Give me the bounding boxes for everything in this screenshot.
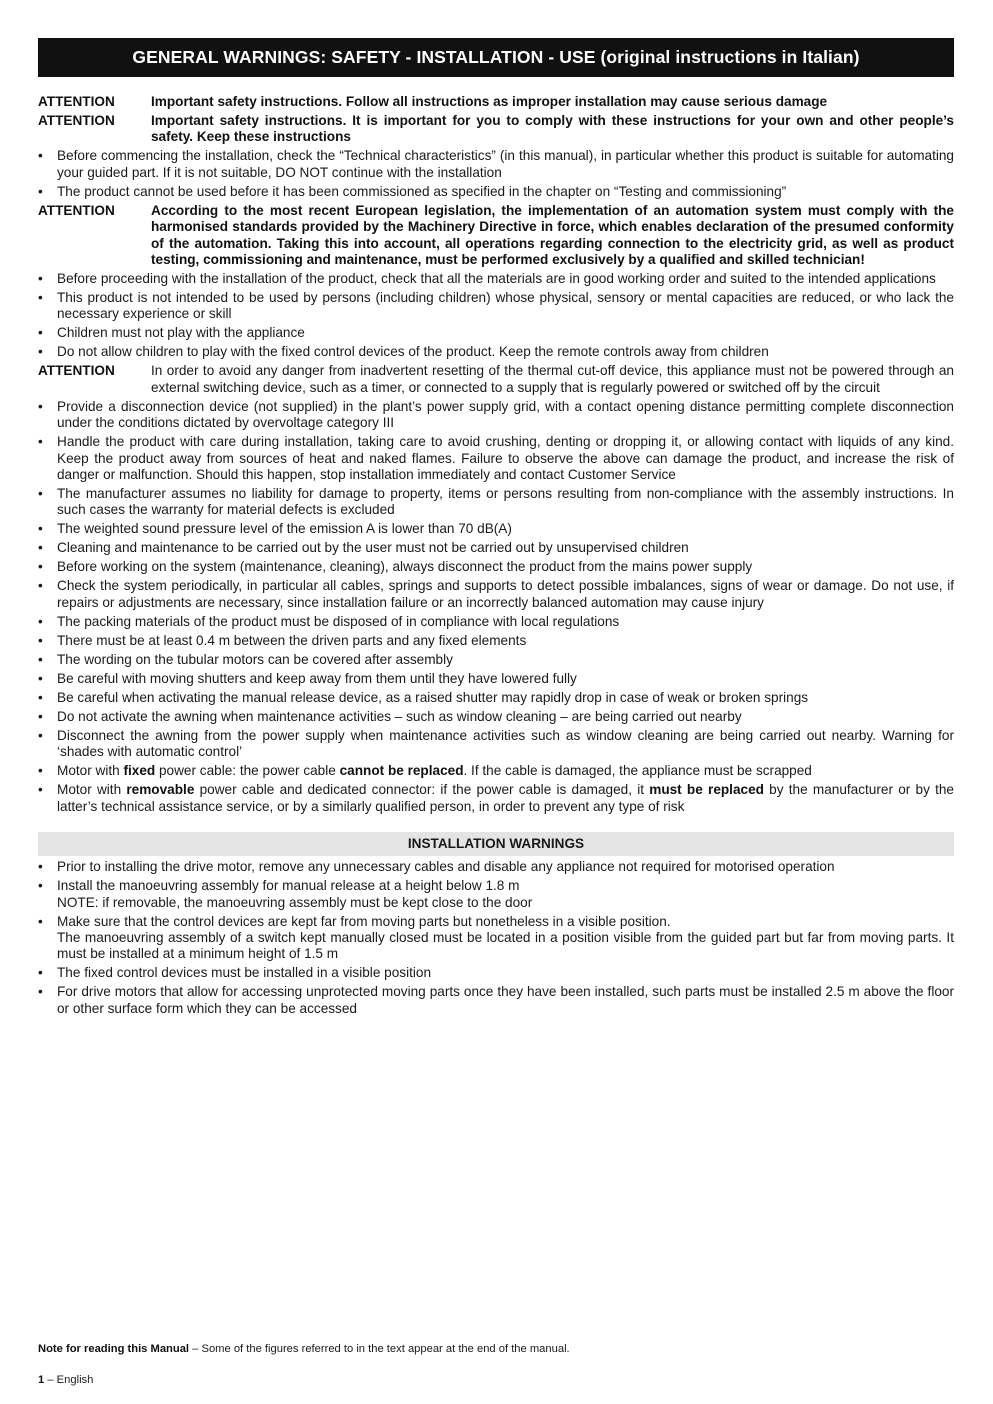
list-item-text: Children must not play with the appliance bbox=[57, 325, 305, 341]
bullet-icon: • bbox=[38, 984, 43, 1000]
list-item-text: The manufacturer assumes no liability for damage to property, items or persons resulting from non-compliance with the assembly instructions. In such cases the warranty for material defects is excluded bbox=[57, 486, 954, 518]
text-run: . If the cable is damaged, the appliance must be scrapped bbox=[463, 763, 812, 779]
list-item-text: There must be at least 0.4 m between the driven parts and any fixed elements bbox=[57, 632, 527, 648]
bullet-icon: • bbox=[38, 632, 43, 648]
list-item-text: The product cannot be used before it has been commissioned as specified in the chapter on “Testing and commissioning” bbox=[57, 183, 787, 199]
attention-label: ATTENTION bbox=[38, 113, 115, 128]
page-language: – English bbox=[44, 1374, 94, 1386]
list-item bbox=[38, 984, 954, 1017]
list-item bbox=[38, 914, 954, 963]
list-item-text bbox=[57, 914, 954, 963]
list-item-text: Handle the product with care during installation, taking care to avoid crushing, denting or dropping it, or allowing contact with liquids of any kind. Keep the product away from sources of heat and naked flames. Failure to observe the above can damage the product, and increase the risk of danger or malfunction. Should this happen, stop installation immediately and contact Customer Service bbox=[57, 434, 954, 483]
list-item bbox=[38, 763, 954, 779]
bullet-icon: • bbox=[38, 486, 43, 502]
bullet-icon: • bbox=[38, 859, 43, 875]
list-item bbox=[38, 652, 954, 668]
list-item bbox=[38, 878, 954, 911]
list-item-text: The fixed control devices must be installed in a visible position bbox=[57, 965, 432, 981]
list-item bbox=[38, 965, 954, 981]
list-item-text: The wording on the tubular motors can be covered after assembly bbox=[57, 651, 453, 667]
bullet-icon: • bbox=[38, 651, 43, 667]
attention-text: According to the most recent European legislation, the implementation of an automation system must comply with the harmonised standards provided by the Machinery Directive in force, which enables declaration of the presumed conformity of the automation. Taking this into account, all operations regarding connection to the electricity grid, as well as product testing, commissioning and maintenance, must be performed exclusively by a qualified and skilled technician! bbox=[151, 202, 954, 268]
list-item bbox=[38, 344, 954, 360]
list-item bbox=[38, 559, 954, 575]
bullet-icon: • bbox=[38, 878, 43, 894]
bullet-icon: • bbox=[38, 727, 43, 743]
list-item bbox=[38, 290, 954, 323]
list-item-text bbox=[57, 878, 954, 911]
list-item-text: Disconnect the awning from the power supply when maintenance activities such as window cleaning are being carried out nearby. Warning for ‘shades with automatic control’ bbox=[57, 727, 954, 760]
list-item bbox=[38, 184, 954, 200]
list-item-text bbox=[57, 763, 954, 779]
page-number: 1 bbox=[38, 1374, 45, 1386]
bullet-icon: • bbox=[38, 344, 43, 360]
attention-label: ATTENTION bbox=[38, 94, 115, 109]
attention-item bbox=[38, 203, 954, 269]
list-item bbox=[38, 486, 954, 519]
bullet-icon: • bbox=[38, 398, 43, 414]
attention-item bbox=[38, 94, 954, 110]
list-item bbox=[38, 782, 954, 815]
emphasis-text: must be replaced bbox=[649, 782, 764, 798]
attention-item bbox=[38, 113, 954, 146]
bullet-icon: • bbox=[38, 148, 43, 164]
list-item-text: Before proceeding with the installation of the product, check that all the materials are in good working order and suited to the intended applications bbox=[57, 271, 936, 287]
text-run: Motor with bbox=[57, 782, 127, 798]
list-item-text: Before commencing the installation, check the “Technical characteristics” (in this manual), in particular whether this product is suitable for automating your guided part. If it is not suitable, DO NOT continue with the installation bbox=[57, 148, 954, 180]
list-item-text: Be careful with moving shutters and keep away from them until they have lowered fully bbox=[57, 670, 577, 686]
attention-text: In order to avoid any danger from inadvertent resetting of the thermal cut-off device, this appliance must not be powered through an external switching device, such as a timer, or connected to a supply that is regularly powered or switched off by the circuit bbox=[151, 363, 954, 395]
bullet-icon: • bbox=[38, 183, 43, 199]
list-item bbox=[38, 690, 954, 706]
list-item-text: Before working on the system (maintenance, cleaning), always disconnect the product from the mains power supply bbox=[57, 559, 753, 575]
list-item-note: NOTE: if removable, the manoeuvring assembly must be kept close to the door bbox=[57, 894, 533, 910]
emphasis-text: removable bbox=[126, 782, 195, 798]
bullet-icon: • bbox=[38, 913, 43, 929]
attention-label: ATTENTION bbox=[38, 202, 115, 218]
bullet-icon: • bbox=[38, 325, 43, 341]
emphasis-text: fixed bbox=[123, 763, 156, 779]
section-heading: INSTALLATION WARNINGS bbox=[38, 832, 954, 856]
page bbox=[38, 38, 954, 1020]
list-item-text: The packing materials of the product must be disposed of in compliance with local regulations bbox=[57, 613, 620, 629]
attention-text: Important safety instructions. It is important for you to comply with these instructions for your own and other people’s safety. Keep these instructions bbox=[151, 113, 954, 145]
bullet-icon: • bbox=[38, 559, 43, 575]
list-item-text: The weighted sound pressure level of the emission A is lower than 70 dB(A) bbox=[57, 521, 512, 537]
list-item bbox=[38, 271, 954, 287]
list-item-text: Provide a disconnection device (not supplied) in the plant’s power supply grid, with a contact opening distance permitting complete disconnection under the conditions dictated by overvoltage category III bbox=[57, 398, 954, 431]
list-item-text: Do not allow children to play with the fixed control devices of the product. Keep the remote controls away from children bbox=[57, 344, 769, 360]
footer-note-text: – Some of the figures referred to in the text appear at the end of the manual. bbox=[189, 1343, 570, 1355]
list-item bbox=[38, 521, 954, 537]
list-item-line: The manoeuvring assembly of a switch kept manually closed must be located in a position visible from the guided part but far from moving parts. It must be installed at a minimum height of 1.5 m bbox=[57, 929, 954, 962]
list-item-text: For drive motors that allow for accessing unprotected moving parts once they have been installed, such parts must be installed 2.5 m above the floor or other surface form which they can be accessed bbox=[57, 984, 954, 1016]
list-item bbox=[38, 859, 954, 875]
attention-label: ATTENTION bbox=[38, 363, 115, 379]
list-item bbox=[38, 399, 954, 432]
footer-note bbox=[38, 1343, 570, 1355]
bullet-icon: • bbox=[38, 763, 43, 779]
general-warnings bbox=[38, 94, 954, 1017]
list-item-text: Cleaning and maintenance to be carried out by the user must not be carried out by unsupervised children bbox=[57, 540, 689, 556]
bullet-icon: • bbox=[38, 271, 43, 287]
bullet-icon: • bbox=[38, 290, 43, 306]
bullet-icon: • bbox=[38, 689, 43, 705]
bullet-icon: • bbox=[38, 670, 43, 686]
list-item bbox=[38, 578, 954, 611]
bullet-icon: • bbox=[38, 540, 43, 556]
emphasis-text: cannot be replaced bbox=[339, 763, 464, 779]
bullet-icon: • bbox=[38, 782, 43, 798]
list-item-text: Do not activate the awning when maintenance activities – such as window cleaning – are being carried out nearby bbox=[57, 708, 742, 724]
list-item bbox=[38, 614, 954, 630]
bullet-icon: • bbox=[38, 578, 43, 594]
attention-text: Important safety instructions. Follow all instructions as improper installation may cause serious damage bbox=[151, 94, 828, 109]
list-item-text bbox=[57, 782, 954, 815]
list-item bbox=[38, 633, 954, 649]
attention-item bbox=[38, 363, 954, 396]
text-run: Motor with bbox=[57, 763, 124, 779]
list-item bbox=[38, 709, 954, 725]
list-item-line: Make sure that the control devices are kept far from moving parts but nonetheless in a visible position. bbox=[57, 913, 671, 929]
text-run: by the manufacturer or by the latter’s technical assistance service, or by a similarly qualified person, in order to prevent any type of risk bbox=[57, 782, 954, 814]
list-item-text: Be careful when activating the manual release device, as a raised shutter may rapidly drop in case of weak or broken springs bbox=[57, 689, 809, 705]
bullet-icon: • bbox=[38, 434, 43, 450]
page-title: GENERAL WARNINGS: SAFETY - INSTALLATION - USE (original instructions in Italian) bbox=[38, 38, 954, 77]
list-item bbox=[38, 325, 954, 341]
page-footer bbox=[38, 1374, 93, 1386]
list-item bbox=[38, 540, 954, 556]
list-item bbox=[38, 434, 954, 483]
list-item bbox=[38, 671, 954, 687]
bullet-icon: • bbox=[38, 521, 43, 537]
footer-note-label: Note for reading this Manual bbox=[38, 1343, 190, 1355]
list-item-text: Prior to installing the drive motor, remove any unnecessary cables and disable any appliance not required for motorised operation bbox=[57, 859, 835, 875]
text-run: power cable and dedicated connector: if the power cable is damaged, it bbox=[194, 782, 650, 798]
list-item-text: This product is not intended to be used by persons (including children) whose physical, sensory or mental capacities are reduced, or who lack the necessary experience or skill bbox=[57, 290, 954, 322]
bullet-icon: • bbox=[38, 965, 43, 981]
list-item-text: Check the system periodically, in particular all cables, springs and supports to detect possible imbalances, signs of wear or damage. Do not use, if repairs or adjustments are necessary, since installation failure or an incorrectly balanced automation may cause injury bbox=[57, 578, 954, 610]
text-run: power cable: the power cable bbox=[155, 763, 340, 779]
list-item-line: Install the manoeuvring assembly for manual release at a height below 1.8 m bbox=[57, 878, 520, 894]
list-item bbox=[38, 148, 954, 181]
list-item bbox=[38, 728, 954, 761]
bullet-icon: • bbox=[38, 708, 43, 724]
bullet-icon: • bbox=[38, 613, 43, 629]
